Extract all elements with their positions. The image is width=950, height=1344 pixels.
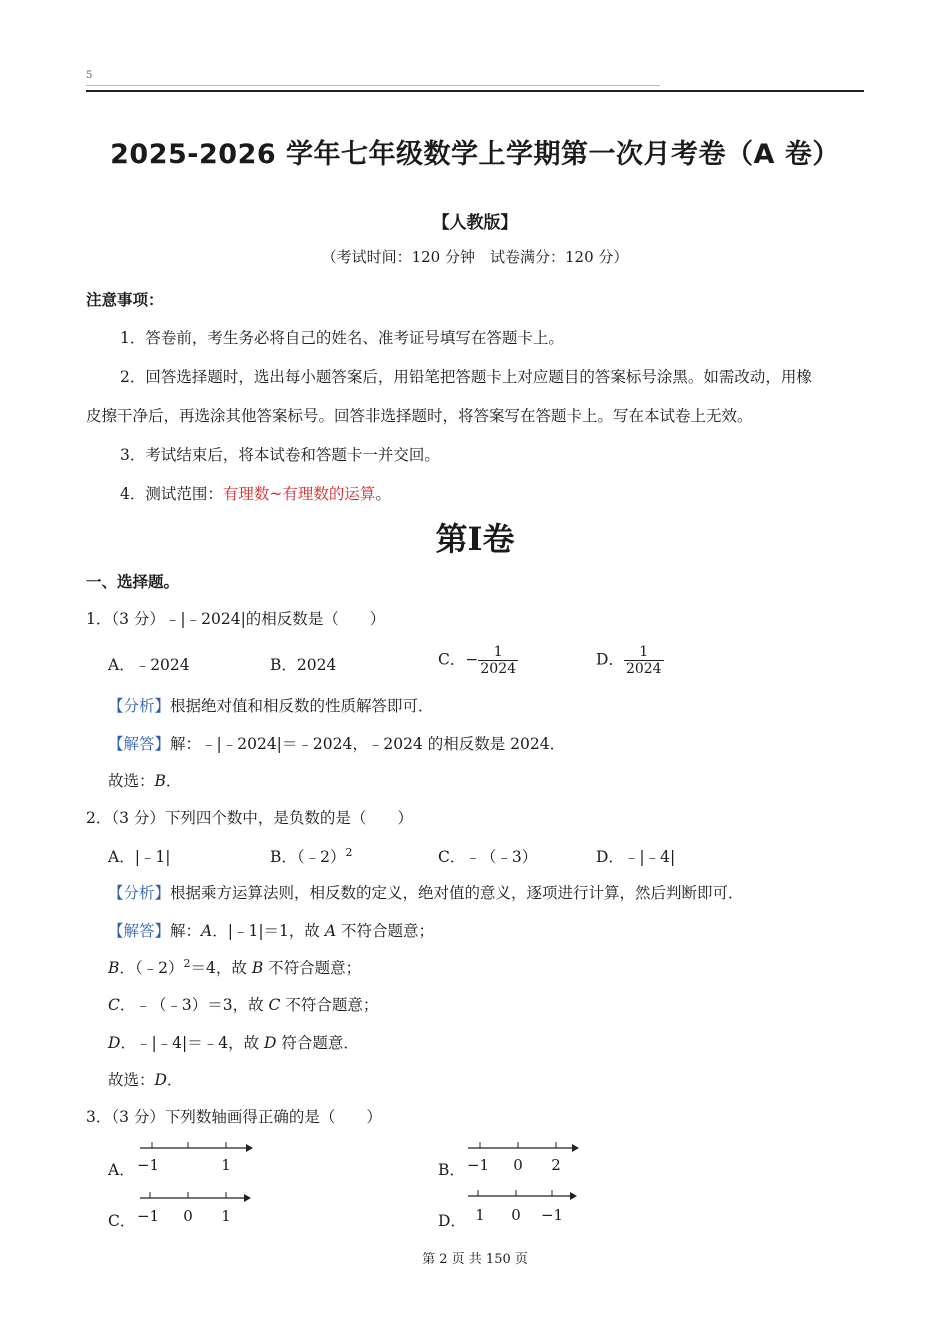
q2-analysis <box>108 881 744 903</box>
tick-label: 2 <box>551 1156 561 1174</box>
q1-option-c-label: C． <box>438 650 466 669</box>
q3-option-a-number-line <box>136 1138 256 1178</box>
solution-text: ．|﹣1|＝1，故 <box>212 922 325 940</box>
edition-label: 【人教版】 <box>432 213 518 233</box>
fraction-denominator: 2024 <box>625 661 662 677</box>
answer-choice: D <box>154 1071 167 1089</box>
header-rule-thin <box>86 85 660 86</box>
analysis-tag: 【分析】 <box>108 697 171 715</box>
q2-option-c: C．﹣（﹣3） <box>438 848 538 866</box>
solution-text: 解： <box>170 922 202 940</box>
tick-label: 0 <box>183 1207 193 1225</box>
header-rule <box>86 90 864 92</box>
note-2b: 皮擦干净后，再选涂其他答案标号。回答非选择题时，将答案写在答题卡上。写在本试卷上无效。 <box>86 407 753 425</box>
page-footer: 第 2 页 共 150 页 <box>422 1252 528 1267</box>
variable: A <box>324 922 337 940</box>
q1-option-d <box>596 644 664 677</box>
fraction-numerator: 1 <box>478 644 518 661</box>
variable: B <box>108 959 120 977</box>
q3-option-d-number-line <box>464 1186 584 1226</box>
q2-solution-b <box>108 956 361 978</box>
solution-tag: 【解答】 <box>108 922 171 940</box>
q1-option-d-label: D． <box>596 650 624 669</box>
note-2a: 2．回答选择题时，选出每小题答案后，用铅笔把答题卡上对应题目的答案标号涂黑。如需改动，用橡 <box>120 368 812 386</box>
note-3: 3．考试结束后，将本试卷和答题卡一并交回。 <box>120 446 440 464</box>
solution-text: ＝4，故 <box>190 959 252 977</box>
q3-option-c-label: C． <box>108 1212 136 1230</box>
q1-option-a: A．﹣2024 <box>108 656 190 674</box>
time-info: （考试时间：120 分钟 试卷满分：120 分） <box>321 248 629 266</box>
variable: D <box>264 1034 277 1052</box>
tick-label: 1 <box>475 1206 485 1224</box>
tick-label: −1 <box>136 1207 160 1225</box>
answer-suffix: ． <box>165 772 182 790</box>
solution-tag: 【解答】 <box>108 735 171 753</box>
q2-option-d: D．﹣|﹣4| <box>596 848 676 866</box>
tick-label: 0 <box>513 1156 523 1174</box>
answer-prefix: 故选： <box>108 772 155 790</box>
q1-answer <box>108 769 181 791</box>
variable: C <box>108 996 120 1014</box>
q1-option-b: B．2024 <box>270 656 337 674</box>
answer-choice: B <box>154 772 166 790</box>
note-4 <box>120 482 391 504</box>
q1-analysis <box>108 694 434 716</box>
q2-option-b-text: B．（﹣2） <box>270 848 346 866</box>
exam-title: 2025-2026 学年七年级数学上学期第一次月考卷（A 卷） <box>110 139 840 170</box>
q3-option-d-label: D． <box>438 1212 466 1230</box>
variable: A <box>201 922 213 940</box>
solution-text: 解：﹣|﹣2024|＝﹣2024，﹣2024 的相反数是 2024． <box>170 735 566 753</box>
volume-title: 第Ⅰ卷 <box>435 520 515 558</box>
note-1: 1．答卷前，考生务必将自己的姓名、准考证号填写在答题卡上。 <box>120 329 564 347</box>
analysis-text: 根据绝对值和相反数的性质解答即可． <box>170 697 434 715</box>
q2-option-a: A．|﹣1| <box>108 848 171 866</box>
header-mark: 5 <box>86 70 93 81</box>
test-range: 有理数~有理数的运算 <box>222 485 376 503</box>
variable: B <box>251 959 264 977</box>
solution-text: ．﹣|﹣4|＝﹣4，故 <box>120 1034 265 1052</box>
solution-text: 符合题意． <box>276 1034 359 1052</box>
note-4-prefix: 4．测试范围： <box>120 485 223 503</box>
q3-option-c-number-line <box>136 1188 256 1228</box>
q1-option-d-fraction <box>624 644 664 677</box>
q1-solution <box>108 732 565 754</box>
q2-solution-c <box>108 993 378 1015</box>
tick-label: 1 <box>221 1156 231 1174</box>
notes-heading: 注意事项： <box>86 291 164 309</box>
q3-option-a-label: A． <box>108 1161 135 1179</box>
answer-prefix: 故选： <box>108 1071 155 1089</box>
section-heading: 一、选择题。 <box>86 573 180 591</box>
solution-text: ．（﹣2） <box>119 959 184 977</box>
q2-solution-a <box>108 919 434 941</box>
q3-option-b-number-line <box>464 1138 584 1178</box>
exponent: 2 <box>345 845 353 859</box>
tick-label: −1 <box>540 1206 564 1224</box>
note-4-suffix: 。 <box>375 485 391 503</box>
fraction-numerator: 1 <box>624 644 664 661</box>
q3-stem: 3．（3 分）下列数轴画得正确的是（ ） <box>86 1108 382 1126</box>
q2-option-b <box>270 845 353 867</box>
analysis-text: 根据乘方运算法则，相反数的定义，绝对值的意义，逐项进行计算，然后判断即可． <box>170 884 744 902</box>
q3-option-b-label: B． <box>438 1161 465 1179</box>
tick-label: −1 <box>136 1156 160 1174</box>
tick-label: 1 <box>221 1207 231 1225</box>
q2-solution-d <box>108 1031 359 1053</box>
q1-option-c-fraction <box>478 644 518 677</box>
q2-stem: 2．（3 分）下列四个数中，是负数的是（ ） <box>86 809 413 827</box>
solution-text: 不符合题意； <box>336 922 434 940</box>
exponent: 2 <box>183 956 191 970</box>
fraction-denominator: 2024 <box>480 661 517 677</box>
tick-label: −1 <box>466 1156 490 1174</box>
variable: D <box>108 1034 121 1052</box>
q1-stem: 1．（3 分）﹣|﹣2024|的相反数是（ ） <box>86 610 386 628</box>
solution-text: ．﹣（﹣3）＝3，故 <box>119 996 269 1014</box>
tick-label: 0 <box>511 1206 521 1224</box>
analysis-tag: 【分析】 <box>108 884 171 902</box>
q1-option-c-sign: − <box>465 650 479 669</box>
solution-text: 不符合题意； <box>263 959 362 977</box>
variable: C <box>268 996 281 1014</box>
q1-option-c <box>438 644 518 677</box>
answer-suffix: ． <box>166 1071 183 1089</box>
solution-text: 不符合题意； <box>280 996 379 1014</box>
q2-answer <box>108 1068 182 1090</box>
